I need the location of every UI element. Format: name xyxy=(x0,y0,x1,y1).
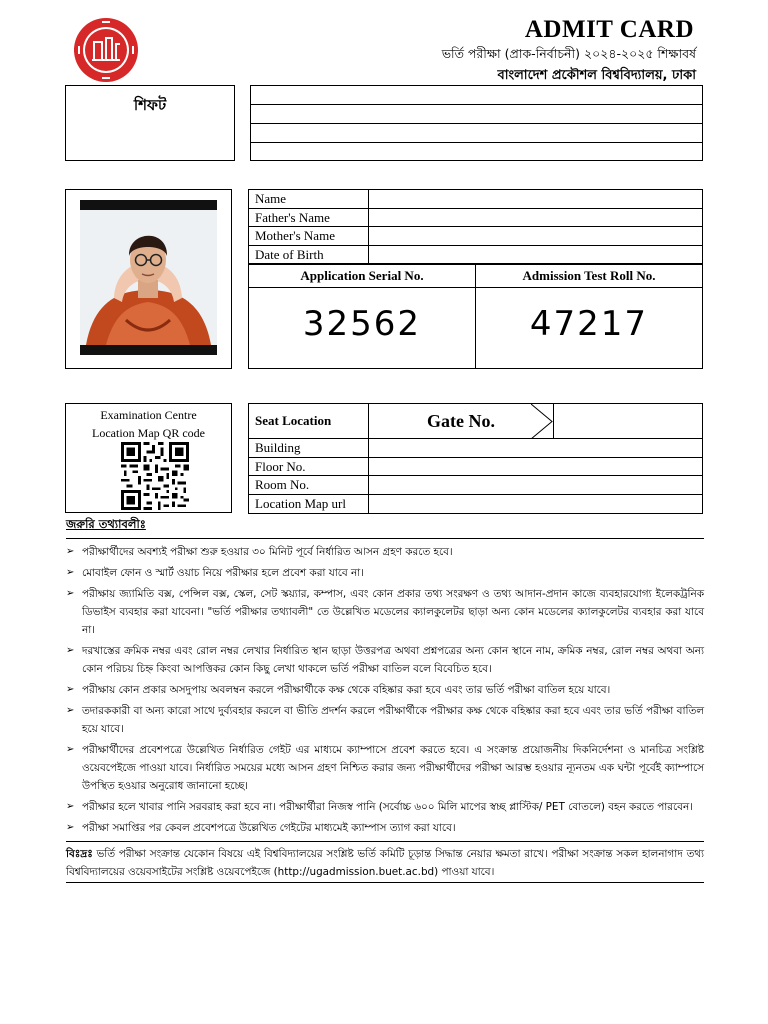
arrow-bullet-icon: ➢ xyxy=(66,705,75,716)
shift-box xyxy=(65,85,235,161)
shift-table xyxy=(250,85,703,161)
floor-value xyxy=(369,458,702,476)
divider xyxy=(66,538,704,539)
arrow-bullet-icon: ➢ xyxy=(66,684,75,695)
gate-label-text: Gate No. xyxy=(427,411,495,431)
shift-row xyxy=(251,143,702,161)
rule-text: পরীক্ষার্থীদের প্রবেশপত্রে উল্লেখিত নির্ধারিত গেইট এর মাধ্যমে ক্যাম্পাসে প্রবেশ করতে হবে। এ সংক্রান্ত প্রয়োজনীয় দিকনির্দেশনা ও মানচিত্র সংশ্লিষ্ট ওয়েবপেইজে পাওয়া যাবে। নির্ধারিত সময়ের মধ্যে আসন গ্রহণ নিশ্চিত করার জন্য পরীক্ষার্থীদের পরীক্ষা আরম্ভ হওয়ার ন্যূনতম এক ঘন্টা পূর্বেই ক্যাম্পাসে উপস্থিত হওয়ার অনুরোধ জানানো হচ্ছে। xyxy=(82,744,704,792)
admit-card-title: ADMIT CARD xyxy=(524,16,694,43)
divider xyxy=(66,882,704,883)
seat-location-label: Seat Location xyxy=(249,404,369,438)
rule-item xyxy=(66,819,704,837)
room-label: Room No. xyxy=(249,476,369,494)
info-row-mother xyxy=(249,227,702,246)
divider xyxy=(66,841,704,842)
rule-text: পরীক্ষায় কোন প্রকার অসদুপায় অবলম্বন করলে পরীক্ষার্থীকে কক্ষ থেকে বহিষ্কার করা হবে এবং তার ভর্তি পরীক্ষা বাতিল হয়ে যাবে। xyxy=(82,684,611,696)
candidate-info-table xyxy=(248,189,703,265)
arrow-bullet-icon: ➢ xyxy=(66,801,75,812)
footnote xyxy=(66,845,704,881)
rule-item xyxy=(66,741,704,795)
gate-number-value xyxy=(553,404,702,438)
important-info-heading: জরুরি তথ্যাবলীঃ xyxy=(66,517,146,531)
gate-number-label xyxy=(369,404,553,438)
father-name-label: Father's Name xyxy=(249,209,369,227)
rule-item xyxy=(66,798,704,816)
seat-top-row xyxy=(249,404,702,439)
arrow-shape-icon xyxy=(531,404,553,439)
arrow-bullet-icon: ➢ xyxy=(66,744,75,755)
serial-label: Application Serial No. xyxy=(249,264,475,288)
serial-value: 32562 xyxy=(302,304,422,344)
shift-row xyxy=(251,105,702,124)
floor-row xyxy=(249,458,702,477)
mother-name-value xyxy=(369,227,702,245)
info-row-father xyxy=(249,209,702,228)
arrow-bullet-icon: ➢ xyxy=(66,588,75,599)
map-url-value[interactable] xyxy=(369,495,702,514)
shift-row xyxy=(251,86,702,105)
room-row xyxy=(249,476,702,495)
rule-item xyxy=(66,564,704,582)
rule-text: পরীক্ষার্থীদের অবশ্যই পরীক্ষা শুরু হওয়ার ৩০ মিনিট পূর্বে নির্ধারিত আসন গ্রহণ করতে হবে। xyxy=(82,546,453,558)
father-name-value xyxy=(369,209,702,227)
building-value xyxy=(369,439,702,457)
rule-item xyxy=(66,543,704,561)
rule-text: দরখাস্তের ক্রমিক নম্বর এবং রোল নম্বর লেখার নির্ধারিত স্থান ছাড়া উত্তরপত্র অথবা প্রশ্নপত্রের অন্য কোন স্থানে নাম, ক্রমিক নম্বর, রোল নম্বর অথবা অন্য কোন পরিচয় চিহ্ন কিংবা আপত্তিকর কোন কিছু লেখা থাকলে ভর্তি পরীক্ষা বাতিল বলে বিবেচিত হবে। xyxy=(82,645,704,675)
university-logo xyxy=(72,16,140,84)
arrow-bullet-icon: ➢ xyxy=(66,645,75,656)
candidate-photo-box xyxy=(65,189,232,369)
note-text: ভর্তি পরীক্ষা সংক্রান্ত যেকোন বিষয়ে এই বিশ্ববিদ্যালয়ের সংশ্লিষ্ট ভর্তি কমিটি চূড়ান্ত সিদ্ধান্ত নেয়ার ক্ষমতা রাখে। পরীক্ষা সংক্রান্ত সকল হালনাগাদ তথ্য বিশ্ববিদ্যালয়ের ওয়েবসাইটের সংশ্লিষ্ট ওয়েবপেইজে (http://ugadmission.buet.ac.bd) পাওয়া যাবে। xyxy=(66,848,704,878)
rule-item xyxy=(66,585,704,639)
dob-label: Date of Birth xyxy=(249,246,369,265)
rule-text: পরীক্ষার হলে খাবার পানি সরবরাহ করা হবে না। পরীক্ষার্থীরা নিজস্ব পানি (সর্বোচ্চ ৬০০ মিলি মাপের স্বচ্ছ প্লাস্টিক/ PET বোতলে) বহন করতে পারবেন। xyxy=(82,801,693,813)
rule-text: তদারককারী বা অন্য কারো সাথে দুর্ব্যবহার করলে বা ভীতি প্রদর্শন করলে পরীক্ষার্থীকে পরীক্ষার কক্ষ থেকে বহিষ্কার করা হবে এবং তার ভর্তি পরীক্ষা বাতিল হয়ে যাবে। xyxy=(82,705,704,735)
rule-item xyxy=(66,642,704,678)
roll-column xyxy=(476,264,702,368)
roll-value: 47217 xyxy=(529,304,649,344)
university-name: বাংলাদেশ প্রকৌশল বিশ্ববিদ্যালয়, ঢাকা xyxy=(497,68,696,83)
info-row-name xyxy=(249,190,702,209)
roll-label: Admission Test Roll No. xyxy=(476,264,702,288)
arrow-bullet-icon: ➢ xyxy=(66,822,75,833)
rule-item xyxy=(66,702,704,738)
name-value xyxy=(369,190,702,208)
serial-roll-table xyxy=(248,263,703,369)
qr-title-line1: Examination Centre xyxy=(100,408,197,422)
rule-item xyxy=(66,681,704,699)
rule-text: পরীক্ষা সমাপ্তির পর কেবল প্রবেশপত্রে উল্লেখিত গেইটের মাধ্যমেই ক্যাম্পাস ত্যাগ করা যাবে। xyxy=(82,822,456,834)
qr-box xyxy=(65,403,232,513)
shift-row xyxy=(251,124,702,143)
mother-name-label: Mother's Name xyxy=(249,227,369,245)
name-label: Name xyxy=(249,190,369,208)
qr-title-line2: Location Map QR code xyxy=(92,426,205,440)
arrow-bullet-icon: ➢ xyxy=(66,546,75,557)
dob-value xyxy=(369,246,702,265)
building-label: Building xyxy=(249,439,369,457)
map-url-row xyxy=(249,495,702,514)
rule-text: মোবাইল ফোন ও স্মার্ট ওয়াচ নিয়ে পরীক্ষার হলে প্রবেশ করা যাবে না। xyxy=(82,567,364,579)
arrow-bullet-icon: ➢ xyxy=(66,567,75,578)
info-row-dob xyxy=(249,246,702,265)
candidate-photo xyxy=(66,190,231,368)
building-row xyxy=(249,439,702,458)
shift-label: শিফট xyxy=(133,96,167,114)
floor-label: Floor No. xyxy=(249,458,369,476)
exam-subtitle: ভর্তি পরীক্ষা (প্রাক-নির্বাচনী) ২০২৪-২০২৫ শিক্ষাবর্ষ xyxy=(441,46,696,61)
serial-column xyxy=(249,264,476,368)
qr-title xyxy=(66,406,231,442)
rules-list xyxy=(66,543,704,840)
note-label: বিঃদ্রঃ xyxy=(66,848,93,860)
map-url-label: Location Map url xyxy=(249,495,369,514)
seat-location-table xyxy=(248,403,703,514)
location-qr-code[interactable] xyxy=(119,442,191,510)
rule-text: পরীক্ষায় জ্যামিতি বক্স, পেন্সিল বক্স, স্কেল, সেট স্কয়্যার, কম্পাস, এবং কোন প্রকার তথ্য সংরক্ষণ ও তথ্য আদান-প্রদান কাজে ব্যবহারযোগ্য ইলেকট্রনিক ডিভাইস ব্যবহার করা যাবেনা। "ভর্তি পরীক্ষার তথ্যাবলী" তে উল্লেখিত মডেলের ক্যালকুলেটর ছাড়া অন্য কোন মডেলের ক্যালকুলেটর ব্যবহার করা যাবে না। xyxy=(82,588,704,636)
room-value xyxy=(369,476,702,494)
